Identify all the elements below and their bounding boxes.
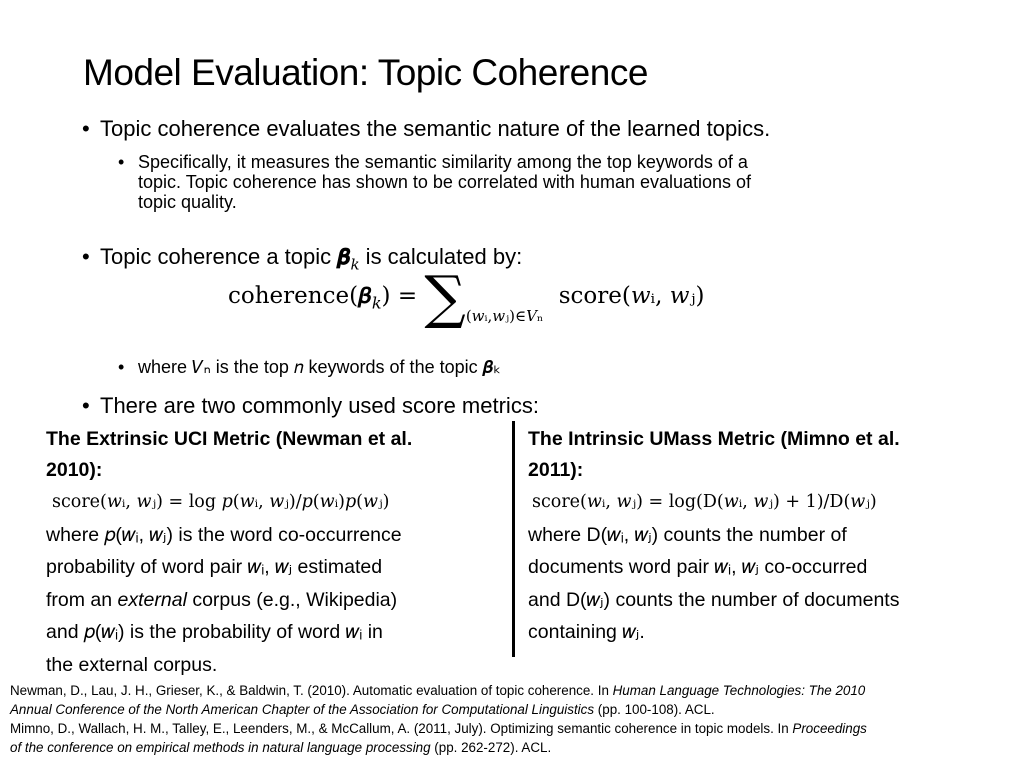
formula-equals: ) = <box>381 283 425 309</box>
umass-line-2: documents word pair 𝑤ᵢ, 𝑤ⱼ co-occurred <box>528 556 868 578</box>
sub-bullet-where <box>118 357 501 377</box>
sub-bullet-line-1: Specifically, it measures the semantic similarity among the top keywords of a <box>138 152 748 172</box>
uci-metric-column <box>46 424 412 681</box>
umass-line-4: containing 𝑤ⱼ. <box>528 621 645 643</box>
umass-heading-line-2: 2011): <box>528 459 584 481</box>
reference-newman-line-1 <box>10 681 867 700</box>
ref-text: (pp. 262-272). ACL. <box>430 740 552 755</box>
sub-bullet-line-2: topic. Topic coherence has shown to be correlated with human evaluations of <box>138 172 752 192</box>
bullet-dot: • <box>82 116 90 141</box>
umass-heading-line-1: The Intrinsic UMass Metric (Mimno et al. <box>528 428 900 450</box>
uci-line-1: where 𝑝(𝑤ᵢ, 𝑤ⱼ) is the word co-occurrence <box>46 523 402 546</box>
uci-line-4: and 𝑝(𝑤ᵢ) is the probability of word 𝑤ᵢ in <box>46 621 383 643</box>
bullet-text: Topic coherence evaluates the semantic nature of the learned topics. <box>100 116 771 141</box>
uci-line-3-pre: from an <box>46 588 118 611</box>
bullet-dot: • <box>118 152 125 172</box>
bullet-text: There are two commonly used score metrics: <box>100 393 539 418</box>
umass-metric-column <box>528 424 900 649</box>
formula-rhs: score(𝑤ᵢ, 𝑤ⱼ) <box>558 283 705 309</box>
formula-lhs-subscript: 𝑘 <box>371 293 382 313</box>
ref-venue: of the conference on empirical methods in natural language processing <box>10 740 431 755</box>
uci-line-2: probability of word pair 𝑤ᵢ, 𝑤ⱼ estimated <box>46 556 383 578</box>
bullet-dot: • <box>82 244 90 269</box>
ref-text: (pp. 100-108). ACL. <box>594 702 715 717</box>
ref-venue: Proceedings <box>792 721 867 736</box>
formula-lhs: coherence(𝜷 <box>228 283 372 309</box>
sum-subscript: (𝑤ᵢ,𝑤ⱼ)∈𝑉ₙ <box>465 307 544 325</box>
beta-subscript: 𝑘 <box>350 255 360 274</box>
bullet-text-pre: Topic coherence a topic <box>100 244 338 269</box>
beta-symbol: 𝜷 <box>337 244 351 270</box>
ref-text: Mimno, D., Wallach, H. M., Talley, E., Leenders, M., & McCallum, A. (2011, July). Optimizing semantic coherence in topic models. In <box>10 721 793 736</box>
reference-mimno-line-2 <box>10 738 867 757</box>
uci-heading-line-1: The Extrinsic UCI Metric (Newman et al. <box>46 428 413 450</box>
slide-title: Model Evaluation: Topic Coherence <box>83 52 648 93</box>
sub-bullet-line-3: topic quality. <box>138 192 237 212</box>
bullet-score-metrics <box>82 393 539 419</box>
uci-formula: score(𝑤ᵢ, 𝑤ⱼ) = log 𝑝(𝑤ᵢ, 𝑤ⱼ)/𝑝(𝑤ᵢ)𝑝(𝑤ⱼ) <box>52 492 390 512</box>
bullet-dot: • <box>82 393 90 418</box>
references <box>10 681 867 757</box>
uci-heading-line-2: 2010): <box>46 459 103 481</box>
reference-mimno-line-1 <box>10 719 867 738</box>
umass-line-1: where D(𝑤ᵢ, 𝑤ⱼ) counts the number of <box>528 523 847 546</box>
bullet-dot: • <box>118 357 125 377</box>
uci-line-3-emphasis: external <box>117 588 187 611</box>
sub-bullet-where-text: where 𝑉ₙ is the top 𝑛 keywords of the topic 𝜷ₖ <box>138 357 502 377</box>
uci-line-3-post: corpus (e.g., Wikipedia) <box>186 588 398 611</box>
ref-text: Newman, D., Lau, J. H., Grieser, K., & Baldwin, T. (2010). Automatic evaluation of topic coherence. In <box>10 683 613 698</box>
column-divider <box>512 421 515 657</box>
uci-line-5: the external corpus. <box>46 653 218 676</box>
uci-line-3 <box>46 584 412 617</box>
sub-bullet-specifically <box>118 152 751 212</box>
ref-venue: Human Language Technologies: The 2010 <box>612 683 866 698</box>
reference-newman-line-2 <box>10 700 867 719</box>
umass-line-3: and D(𝑤ⱼ) counts the number of documents <box>528 588 900 611</box>
ref-venue: Annual Conference of the North American Chapter of the Association for Computational Linguistics <box>10 702 595 717</box>
bullet-topic-coherence <box>82 116 770 142</box>
bullet-text-post: is calculated by: <box>359 244 523 269</box>
umass-formula: score(𝑤ᵢ, 𝑤ⱼ) = log(D(𝑤ᵢ, 𝑤ⱼ) + 1)/D(𝑤ⱼ) <box>532 492 877 512</box>
coherence-formula <box>228 263 705 331</box>
sum-symbol: ∑ <box>424 263 466 331</box>
